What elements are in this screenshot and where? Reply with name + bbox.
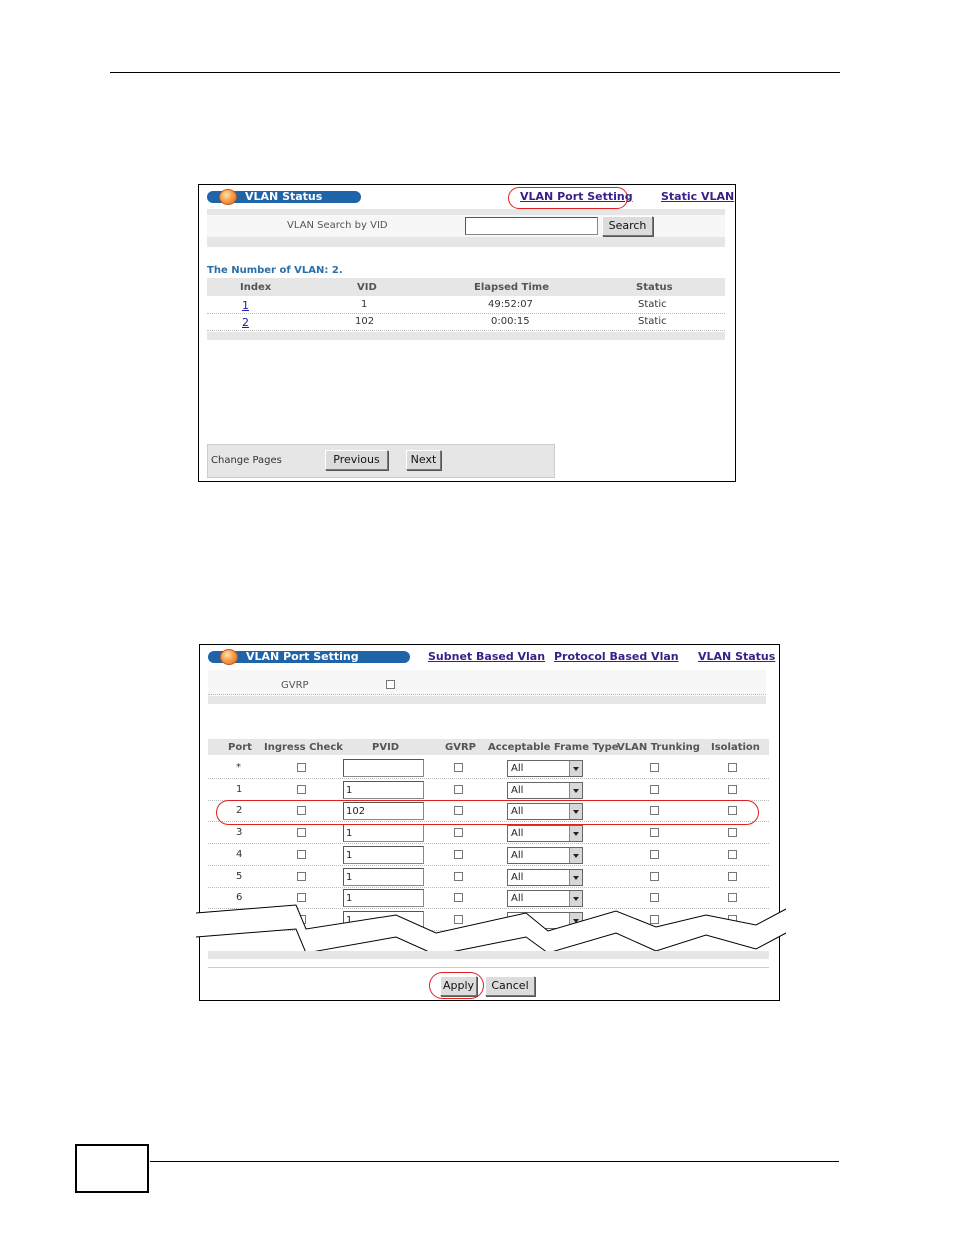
isolation-checkbox[interactable] bbox=[728, 763, 737, 772]
col-elapsed: Elapsed Time bbox=[474, 282, 549, 293]
vlan-elapsed: 0:00:15 bbox=[491, 316, 530, 327]
isolation-checkbox[interactable] bbox=[728, 850, 737, 859]
isolation-checkbox[interactable] bbox=[728, 806, 737, 815]
gvrp-checkbox[interactable] bbox=[454, 893, 463, 902]
torn-break bbox=[196, 903, 786, 955]
frame-type-value: All bbox=[511, 806, 524, 817]
pvid-input[interactable] bbox=[343, 759, 424, 777]
chevron-down-icon[interactable] bbox=[569, 761, 582, 776]
link-vlan-port-setting[interactable]: VLAN Port Setting bbox=[520, 190, 633, 203]
vlan-status-panel bbox=[198, 184, 736, 482]
pvid-input[interactable] bbox=[343, 846, 424, 864]
ingress-check-checkbox[interactable] bbox=[297, 785, 306, 794]
port-number: 3 bbox=[236, 827, 243, 838]
vlan-trunking-checkbox[interactable] bbox=[650, 785, 659, 794]
vlan-trunking-checkbox[interactable] bbox=[650, 850, 659, 859]
gvrp-checkbox[interactable] bbox=[454, 806, 463, 815]
col-isolation: Isolation bbox=[711, 742, 760, 753]
ingress-check-checkbox[interactable] bbox=[297, 806, 306, 815]
isolation-checkbox[interactable] bbox=[728, 893, 737, 902]
vlan-trunking-checkbox[interactable] bbox=[650, 806, 659, 815]
col-acceptable-frame-type: Acceptable Frame Type bbox=[488, 742, 619, 753]
pvid-input[interactable] bbox=[343, 824, 424, 842]
search-button[interactable]: Search bbox=[602, 216, 653, 236]
vlan-vid: 102 bbox=[355, 316, 375, 327]
frame-type-select[interactable] bbox=[507, 803, 583, 820]
row-divider bbox=[208, 694, 766, 695]
gvrp-checkbox[interactable] bbox=[454, 763, 463, 772]
row-divider bbox=[208, 843, 769, 844]
vid-search-input[interactable] bbox=[465, 217, 598, 235]
col-index: Index bbox=[240, 282, 272, 293]
chevron-down-icon[interactable] bbox=[569, 870, 582, 885]
frame-type-select[interactable] bbox=[507, 825, 583, 842]
col-vlan-trunking: VLAN Trunking bbox=[617, 742, 700, 753]
row-divider bbox=[208, 865, 769, 866]
vlan-status: Static bbox=[638, 316, 667, 327]
vlan-trunking-checkbox[interactable] bbox=[650, 763, 659, 772]
isolation-checkbox[interactable] bbox=[728, 872, 737, 881]
vlan-trunking-checkbox[interactable] bbox=[650, 828, 659, 837]
port-number: * bbox=[236, 762, 241, 773]
ingress-check-checkbox[interactable] bbox=[297, 893, 306, 902]
chevron-down-icon[interactable] bbox=[569, 804, 582, 819]
frame-type-value: All bbox=[511, 785, 524, 796]
pvid-input[interactable] bbox=[343, 868, 424, 886]
header-rule bbox=[110, 72, 840, 73]
chevron-down-icon[interactable] bbox=[569, 826, 582, 841]
col-port: Port bbox=[228, 742, 252, 753]
row-divider bbox=[208, 887, 769, 888]
frame-type-select[interactable] bbox=[507, 869, 583, 886]
ingress-check-checkbox[interactable] bbox=[297, 828, 306, 837]
vlan-count: The Number of VLAN: 2. bbox=[207, 265, 343, 276]
vlan-vid: 1 bbox=[361, 299, 368, 310]
link-subnet-based-vlan[interactable]: Subnet Based Vlan bbox=[428, 650, 546, 663]
panel-title-bar bbox=[208, 651, 410, 663]
row-divider bbox=[207, 313, 725, 314]
port-number: 6 bbox=[236, 892, 243, 903]
vlan-trunking-checkbox[interactable] bbox=[650, 893, 659, 902]
gvrp-checkbox[interactable] bbox=[454, 850, 463, 859]
panel-title: VLAN Port Setting bbox=[246, 650, 359, 663]
vlan-index-link[interactable]: 2 bbox=[242, 316, 249, 329]
vlan-elapsed: 49:52:07 bbox=[488, 299, 533, 310]
col-status: Status bbox=[636, 282, 673, 293]
isolation-checkbox[interactable] bbox=[728, 828, 737, 837]
frame-type-value: All bbox=[511, 763, 524, 774]
panel-title-bar bbox=[207, 191, 361, 203]
ingress-check-checkbox[interactable] bbox=[297, 850, 306, 859]
isolation-checkbox[interactable] bbox=[728, 785, 737, 794]
port-number: 2 bbox=[236, 805, 243, 816]
chevron-down-icon[interactable] bbox=[569, 848, 582, 863]
port-table-footer bbox=[208, 951, 769, 959]
apply-button[interactable]: Apply bbox=[440, 976, 477, 996]
orb-icon bbox=[220, 649, 238, 665]
pvid-input[interactable] bbox=[343, 781, 424, 799]
vlan-trunking-checkbox[interactable] bbox=[650, 872, 659, 881]
previous-button[interactable]: Previous bbox=[325, 450, 388, 470]
gvrp-label: GVRP bbox=[281, 680, 309, 691]
gvrp-checkbox[interactable] bbox=[454, 872, 463, 881]
gvrp-checkbox[interactable] bbox=[454, 828, 463, 837]
vlan-port-setting-panel bbox=[199, 644, 780, 1001]
page-number-box bbox=[75, 1144, 149, 1193]
port-number: 1 bbox=[236, 784, 243, 795]
divider bbox=[208, 967, 769, 968]
frame-type-select[interactable] bbox=[507, 760, 583, 777]
frame-type-value: All bbox=[511, 850, 524, 861]
port-number: 4 bbox=[236, 849, 243, 860]
chevron-down-icon[interactable] bbox=[569, 783, 582, 798]
cancel-button[interactable]: Cancel bbox=[485, 976, 535, 996]
panel-title: VLAN Status bbox=[245, 190, 323, 203]
change-pages-label: Change Pages bbox=[211, 455, 282, 466]
row-divider bbox=[208, 800, 769, 801]
search-label: VLAN Search by VID bbox=[287, 220, 388, 231]
row-divider bbox=[207, 330, 725, 331]
row-divider bbox=[208, 778, 769, 779]
frame-type-value: All bbox=[511, 872, 524, 883]
gvrp-footer bbox=[208, 696, 766, 704]
frame-type-select[interactable] bbox=[507, 782, 583, 799]
link-vlan-status[interactable]: VLAN Status bbox=[698, 650, 776, 663]
table-footer bbox=[207, 332, 725, 340]
vlan-index-link[interactable]: 1 bbox=[242, 299, 249, 312]
frame-type-value: All bbox=[511, 828, 524, 839]
footer-rule bbox=[150, 1161, 839, 1162]
frame-type-select[interactable] bbox=[507, 847, 583, 864]
port-number: 5 bbox=[236, 871, 243, 882]
col-ingress-check: Ingress Check bbox=[264, 742, 343, 753]
row-divider bbox=[208, 821, 769, 822]
link-static-vlan[interactable]: Static VLAN bbox=[661, 190, 735, 203]
ingress-check-checkbox[interactable] bbox=[297, 763, 306, 772]
orb-icon bbox=[219, 189, 237, 205]
col-vid: VID bbox=[357, 282, 377, 293]
gvrp-global-checkbox[interactable] bbox=[386, 680, 395, 689]
next-button[interactable]: Next bbox=[406, 450, 441, 470]
vlan-status: Static bbox=[638, 299, 667, 310]
ingress-check-checkbox[interactable] bbox=[297, 872, 306, 881]
pvid-input[interactable] bbox=[343, 802, 424, 820]
link-protocol-based-vlan[interactable]: Protocol Based Vlan bbox=[554, 650, 679, 663]
gvrp-checkbox[interactable] bbox=[454, 785, 463, 794]
col-pvid: PVID bbox=[372, 742, 400, 753]
col-gvrp: GVRP bbox=[445, 742, 476, 753]
frame-type-value: All bbox=[511, 893, 524, 904]
